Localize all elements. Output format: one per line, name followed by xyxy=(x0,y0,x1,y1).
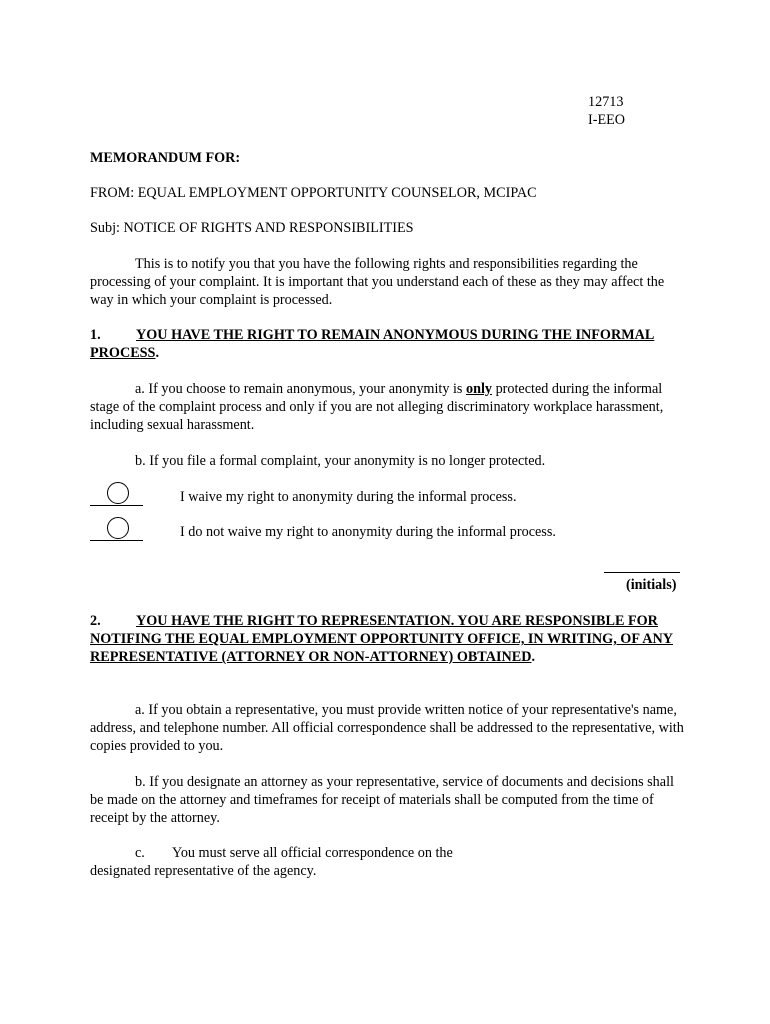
memo-from-line: FROM: EQUAL EMPLOYMENT OPPORTUNITY COUNSELOR, MCIPAC xyxy=(90,185,537,201)
section2-heading-text: YOU HAVE THE RIGHT TO REPRESENTATION. YOU ARE RESPONSIBLE FOR NOTIFING THE EQUAL EMPLOYMENT OPPORTUNITY OFFICE, IN WRITING, OF ANY REPRESENTATIVE (ATTORNEY OR NON-ATTORNEY) OBTAINED xyxy=(90,613,673,665)
section1-para-a-text2: protected during the informal stage of the complaint process and only if you are not alleging discriminatory workplace harassment, including sexual harassment. xyxy=(90,381,664,433)
document-code: I-EEO xyxy=(588,112,626,128)
section2-para-c xyxy=(90,844,690,880)
section2-para-b: b. If you designate an attorney as your representative, service of documents and decisions shall be made on the attorney and timeframes for receipt of materials shall be computed from the time of receipt by the attorney. xyxy=(90,774,674,826)
section2-para-c-label: c. xyxy=(135,845,145,861)
not-waive-initials-line xyxy=(90,540,143,541)
section1-heading xyxy=(90,326,690,362)
not-waive-radio[interactable] xyxy=(107,517,129,539)
waive-option-label: I waive my right to anonymity during the informal process. xyxy=(180,489,517,505)
document-number: 12713 xyxy=(588,94,624,110)
section2-heading xyxy=(90,612,690,666)
intro-paragraph: This is to notify you that you have the following rights and responsibilities regarding the processing of your complaint. It is important that you understand each of these as they may affect the way in which your complaint is processed. xyxy=(90,256,665,308)
header-block xyxy=(588,93,625,129)
section1-para-a-text1: a. If you choose to remain anonymous, your anonymity is xyxy=(135,381,466,397)
initials-field[interactable] xyxy=(604,572,680,573)
waive-initials-line xyxy=(90,505,143,506)
memo-for-label: MEMORANDUM FOR: xyxy=(90,150,241,166)
section1-heading-period: . xyxy=(155,345,159,361)
section2-heading-period: . xyxy=(531,649,535,665)
section1-number: 1. xyxy=(90,327,101,343)
not-waive-option-label: I do not waive my right to anonymity during the informal process. xyxy=(180,524,556,540)
section2-para-c-line2: designated representative of the agency. xyxy=(90,863,317,879)
section1-para-a xyxy=(90,380,690,434)
section2-para-a: a. If you obtain a representative, you must provide written notice of your representative's name, address, and telephone number. All official correspondence shall be addressed to the representative, with copies provided to you. xyxy=(90,702,684,754)
section1-heading-text: YOU HAVE THE RIGHT TO REMAIN ANONYMOUS DURING THE INFORMAL PROCESS xyxy=(90,327,655,361)
section2-number: 2. xyxy=(90,613,101,629)
section1-para-a-emphasis: only xyxy=(465,381,493,397)
waive-radio[interactable] xyxy=(107,482,129,504)
memo-subject-line: Subj: NOTICE OF RIGHTS AND RESPONSIBILITIES xyxy=(90,220,414,236)
section2-para-c-line1: You must serve all official correspondence on the xyxy=(172,845,453,861)
initials-label: (initials) xyxy=(626,577,677,593)
section1-para-b: b. If you file a formal complaint, your anonymity is no longer protected. xyxy=(135,453,546,469)
